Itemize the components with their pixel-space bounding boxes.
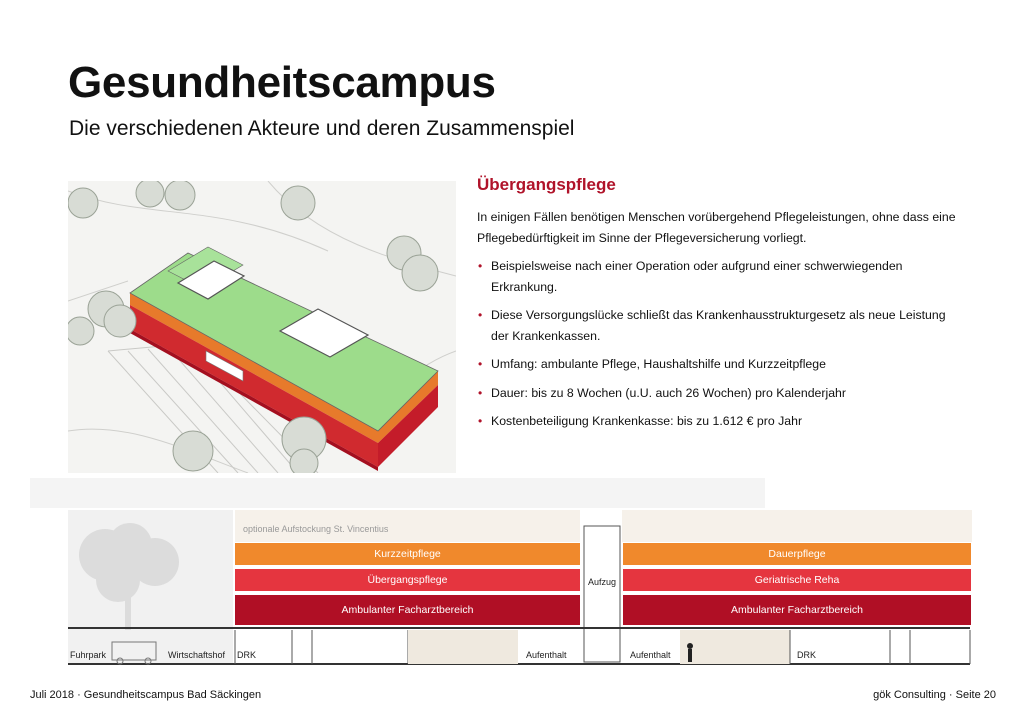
intro-paragraph: In einigen Fällen benötigen Menschen vorübergehend Pflegeleistungen, ohne dass eine Pflegebedürftigkeit im Sinne der Pflegeversicherung vorliegt.	[477, 210, 956, 245]
page-subtitle: Die verschiedenen Akteure und deren Zusammenspiel	[69, 117, 575, 140]
ground-label-drk-left: DRK	[237, 650, 257, 660]
band-ambulanter-facharztbereich-right: Ambulanter Facharztbereich	[623, 595, 971, 625]
elevator-label: Aufzug	[588, 577, 617, 587]
band-uebergangspflege: Übergangspflege	[235, 569, 580, 591]
aerial-drawing	[68, 181, 456, 473]
band-geriatrische-reha: Geriatrische Reha	[623, 569, 971, 591]
building-aerial-illustration	[68, 181, 456, 473]
content-text-block	[477, 175, 957, 440]
band-ambulanter-facharztbereich-left: Ambulanter Facharztbereich	[235, 595, 580, 625]
footer-date-project: Juli 2018 · Gesundheitscampus Bad Säckingen	[30, 689, 262, 701]
bullet-item: • Umfang: ambulante Pflege, Haushaltshilfe und Kurzzeitpflege	[477, 354, 957, 375]
bullet-item: • Diese Versorgungslücke schließt das Krankenhausstrukturgesetz als neue Leistung der Krankenkassen.	[477, 305, 957, 346]
ground-label-drk-right: DRK	[797, 650, 817, 660]
bullet-item: • Kostenbeteiligung Krankenkasse: bis zu 1.612 € pro Jahr	[477, 411, 957, 432]
band-kurzzeitpflege: Kurzzeitpflege	[235, 543, 580, 565]
bullet-list	[477, 256, 957, 432]
building-section-drawing	[0, 470, 1023, 670]
ground-label-fuhrpark: Fuhrpark	[70, 650, 107, 660]
ground-label-aufenthalt-left: Aufenthalt	[526, 650, 567, 660]
top-floor-label: optionale Aufstockung St. Vincentius	[243, 524, 389, 534]
bullet-item: • Beispielsweise nach einer Operation oder aufgrund einer schwerwiegenden Erkrankung.	[477, 256, 957, 297]
section-heading: Übergangspflege	[477, 175, 616, 194]
page-title: Gesundheitscampus	[68, 58, 496, 107]
band-dauerpflege: Dauerpflege	[623, 543, 971, 565]
bullet-item: • Dauer: bis zu 8 Wochen (u.U. auch 26 Wochen) pro Kalenderjahr	[477, 383, 957, 404]
ground-label-aufenthalt-right: Aufenthalt	[630, 650, 671, 660]
footer-company-page: gök Consulting · Seite 20	[873, 689, 996, 701]
ground-label-wirtschaftshof: Wirtschaftshof	[168, 650, 226, 660]
